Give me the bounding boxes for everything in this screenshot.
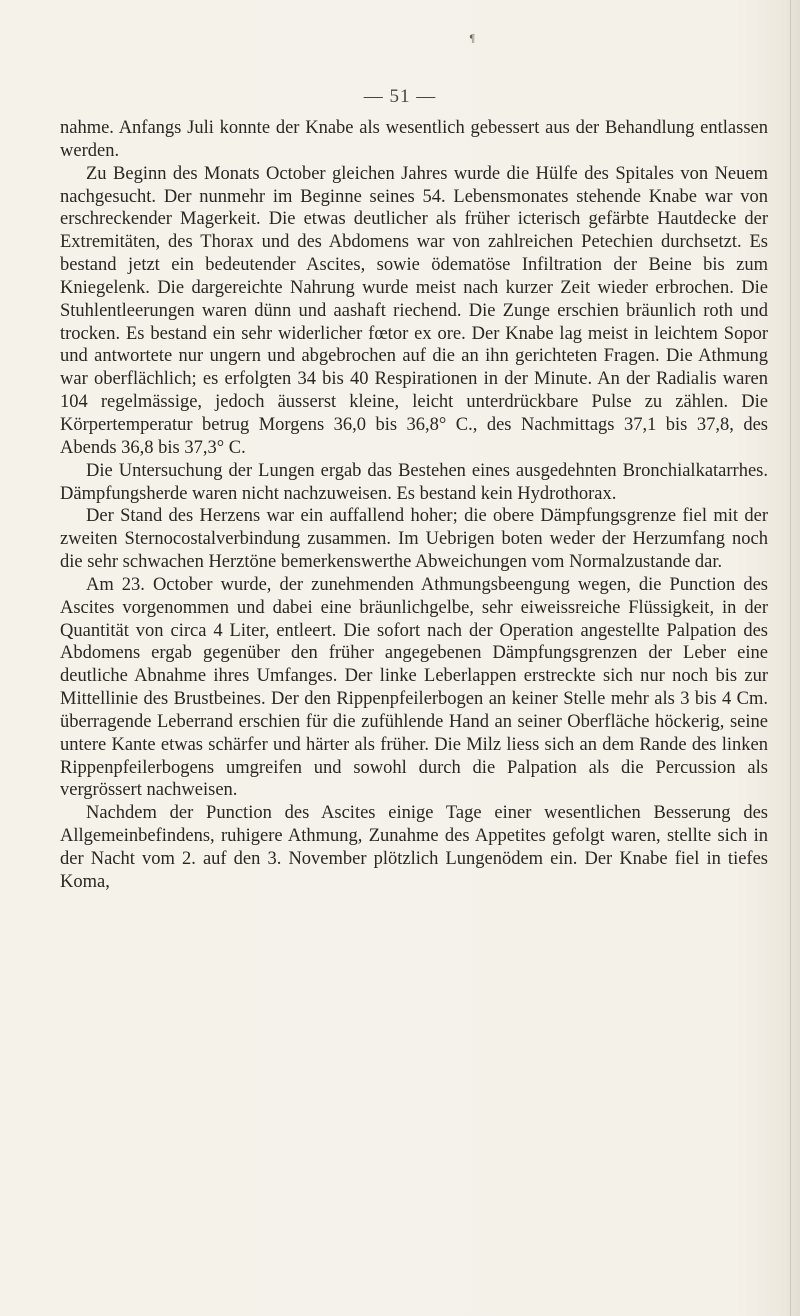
paragraph-6: Nachdem der Punction des Ascites einige Tage einer wesentlichen Besserung des Allgemeinbefindens, ruhigere Athmung, Zunahme des Appetites gefolgt waren, stellte sich in der Nacht vom 2. auf den 3. November plötzlich Lungenödem ein. Der Knabe fiel in tiefes Koma, <box>60 803 768 892</box>
paragraph-2: Zu Beginn des Monats October gleichen Jahres wurde die Hülfe des Spitales von Neuem nachgesucht. Der nunmehr im Beginne seines 54. Lebensmonates stehende Knabe war von erschreckender Magerkeit. Die etwas deutlicher als früher icterisch gefärbte Hautdecke der Extremitäten, des Thorax und des Abdomens war von zahlreichen Petechien durchsetzt. Es bestand jetzt ein bedeutender Ascites, sowie ödematöse Infiltration der Beine bis zum Kniegelenk. Die dargereichte Nahrung wurde meist nach kurzer Zeit wieder erbrochen. Die Stuhlentleerungen waren dünn und aashaft riechend. Die Zunge erschien bräunlich roth und trocken. Es bestand ein sehr widerlicher fœtor ex ore. Der Knabe lag meist in leichtem Sopor und antwortete nur ungern und abgebrochen auf die an ihn gerichteten Fragen. Die Athmung war oberflächlich; es erfolgten 34 bis 40 Respirationen in der Minute. An der Radialis waren 104 regelmässige, jedoch äusserst kleine, leicht unterdrückbare Pulse zu zählen. Die Körpertemperatur betrug Morgens 36,0 bis 36,8° C., des Nachmittags 37,1 bis 37,8, des Abends 36,8 bis 37,3° C. <box>60 163 768 458</box>
paragraph-1: nahme. Anfangs Juli konnte der Knabe als wesentlich gebessert aus der Behandlung entlassen werden. <box>60 118 768 161</box>
paragraph-4: Der Stand des Herzens war ein auffallend hoher; die obere Dämpfungsgrenze fiel mit der zweiten Sternocostalverbindung zusammen. Im Uebrigen boten weder der Herzumfang noch die sehr schwachen Herztöne bemerkenswerthe Abweichungen vom Normalzustande dar. <box>60 506 768 573</box>
margin-mark: ¶ <box>469 34 476 45</box>
paragraph-5: Am 23. October wurde, der zunehmenden Athmungsbeengung wegen, die Punction des Ascites vorgenommen und dabei eine bräunlichgelbe, sehr eiweissreiche Flüssigkeit, in der Quantität von circa 4 Liter, entleert. Die sofort nach der Operation angestellte Palpation des Abdomens ergab gegenüber den früher angegebenen Dämpfungsgrenzen der Leber eine deutliche Abnahme ihres Umfanges. Der linke Leberlappen erstreckte sich nur noch bis zur Mittellinie des Brustbeines. Der den Rippenpfeilerbogen an keiner Stelle mehr als 3 bis 4 Cm. überragende Leberrand erschien für die zufühlende Hand an seiner Oberfläche höckerig, seine untere Kante etwas schärfer und härter als früher. Die Milz liess sich an dem Rande des linken Rippenpfeilerbogens umgreifen und sowohl durch die Palpation als die Percussion als vergrössert nachweisen. <box>60 574 768 801</box>
page-number: — 51 — <box>363 86 437 107</box>
paragraph-3: Die Untersuchung der Lungen ergab das Bestehen eines ausgedehnten Bronchialkatarrhes. Dämpfungsherde waren nicht nachzuweisen. Es bestand kein Hydrothorax. <box>60 460 768 504</box>
page-edge <box>790 0 791 1316</box>
body-text <box>60 117 768 894</box>
